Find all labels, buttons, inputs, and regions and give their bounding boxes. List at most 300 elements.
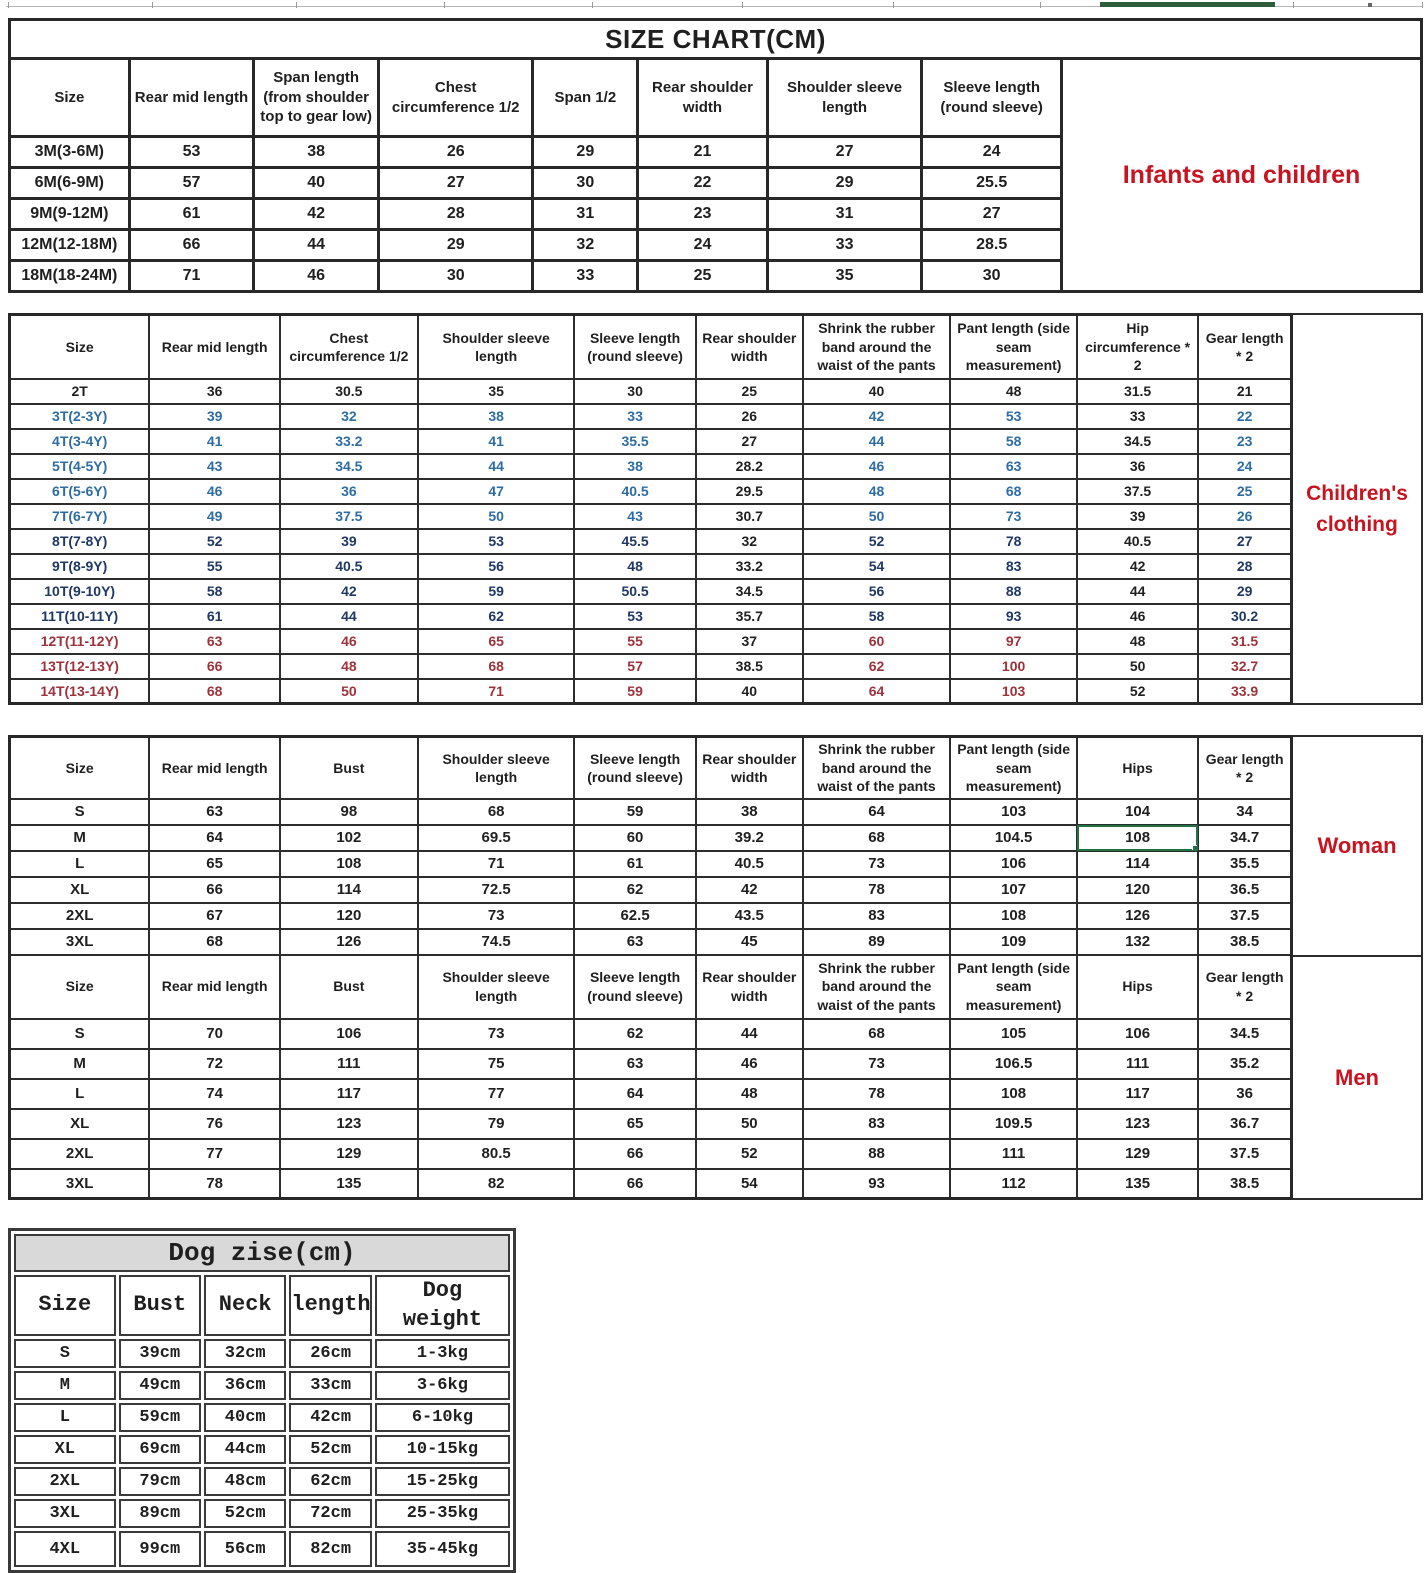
value-cell: 82 [418,1169,575,1199]
value-cell: 54 [696,1169,803,1199]
value-cell: 42cm [289,1403,371,1432]
value-cell: 48 [696,1079,803,1109]
size-cell: 14T(13-14Y) [10,679,150,704]
value-cell: 61 [574,851,695,877]
adults-size-table-header-row [10,737,1292,799]
value-cell: 35 [767,261,922,292]
value-cell: 64 [803,799,950,825]
value-cell: 26 [378,137,533,168]
value-cell: 29 [1198,579,1291,604]
value-cell: 50 [696,1109,803,1139]
value-cell: 109.5 [950,1109,1077,1139]
size-cell: 3T(2-3Y) [10,404,150,429]
table-row [10,479,1292,504]
size-cell: M [14,1371,116,1400]
header-cell: Rear mid length [149,315,280,379]
value-cell: 67 [149,903,280,929]
header-cell: Sleeve length (round sleeve) [922,59,1062,137]
value-cell: 120 [280,903,418,929]
value-cell: 129 [280,1139,418,1169]
table-row [14,1499,510,1528]
value-cell: 49cm [119,1371,201,1400]
value-cell: 83 [803,1109,950,1139]
value-cell: 32cm [204,1339,286,1368]
table-row [10,429,1292,454]
value-cell: 36.5 [1198,877,1291,903]
value-cell: 23 [1198,429,1291,454]
dog-size-table-title: Dog zise(cm) [14,1234,510,1272]
header-cell: length [289,1275,371,1336]
value-cell: 32 [696,529,803,554]
size-cell: S [10,799,150,825]
value-cell: 114 [1077,851,1198,877]
table-row [14,1435,510,1464]
value-cell: 40.5 [574,479,695,504]
value-cell: 111 [950,1139,1077,1169]
value-cell: 34.5 [1198,1019,1291,1049]
table-row [10,404,1292,429]
value-cell: 38 [254,137,379,168]
table-row [10,629,1292,654]
value-cell: 24 [922,137,1062,168]
value-cell: 111 [280,1049,418,1079]
value-cell: 38.5 [1198,929,1291,955]
header-cell: Size [14,1275,116,1336]
value-cell: 59 [574,799,695,825]
value-cell: 42 [280,579,418,604]
value-cell: 73 [418,1019,575,1049]
header-cell: Rear mid length [149,955,280,1019]
value-cell: 35.5 [1198,851,1291,877]
value-cell: 82cm [289,1531,371,1567]
value-cell: 31.5 [1077,379,1198,404]
value-cell: 48 [950,379,1077,404]
value-cell: 44 [418,454,575,479]
value-cell: 104 [1077,799,1198,825]
value-cell: 132 [1077,929,1198,955]
value-cell: 32.7 [1198,654,1291,679]
value-cell: 45 [696,929,803,955]
header-cell: Rear shoulder width [696,315,803,379]
value-cell: 29 [378,230,533,261]
value-cell: 103 [950,679,1077,704]
header-cell: Pant length (side seam measurement) [950,955,1077,1019]
value-cell: 38 [696,799,803,825]
value-cell: 27 [696,429,803,454]
infants-side-label: Infants and children [1063,57,1423,293]
value-cell: 123 [1077,1109,1198,1139]
value-cell: 106 [1077,1019,1198,1049]
value-cell: 21 [638,137,768,168]
table-row [14,1403,510,1432]
value-cell: 50 [803,504,950,529]
value-cell: 40.5 [696,851,803,877]
value-cell: 88 [950,579,1077,604]
children-section [8,313,1423,705]
adults-size-table [8,735,1293,1200]
value-cell: 40 [696,679,803,704]
value-cell: 46 [280,629,418,654]
value-cell: 42 [696,877,803,903]
value-cell: 61 [129,199,254,230]
size-cell: 3M(3-6M) [10,137,130,168]
value-cell: 66 [574,1139,695,1169]
size-cell: L [10,1079,150,1109]
value-cell: 24 [1198,454,1291,479]
size-cell: 9T(8-9Y) [10,554,150,579]
value-cell: 68 [149,679,280,704]
value-cell: 44 [254,230,379,261]
value-cell: 26 [696,404,803,429]
size-cell: 5T(4-5Y) [10,454,150,479]
value-cell: 103 [950,799,1077,825]
value-cell: 76 [149,1109,280,1139]
value-cell: 37.5 [1198,903,1291,929]
header-cell: Shoulder sleeve length [767,59,922,137]
infants-table-mount [8,57,1063,293]
value-cell: 39 [149,404,280,429]
table-row [10,454,1292,479]
value-cell: 36 [149,379,280,404]
value-cell: 36 [1077,454,1198,479]
value-cell: 30 [574,379,695,404]
value-cell: 36cm [204,1371,286,1400]
header-cell: Shoulder sleeve length [418,737,575,799]
size-cell: M [10,825,150,851]
value-cell: 72.5 [418,877,575,903]
value-cell: 30 [922,261,1062,292]
value-cell: 21 [1198,379,1291,404]
value-cell: 33.2 [696,554,803,579]
value-cell: 52 [1077,679,1198,704]
table-row [10,579,1292,604]
table-row [10,1109,1292,1139]
value-cell: 35-45kg [375,1531,510,1567]
table-row [10,825,1292,851]
size-cell: L [10,851,150,877]
header-cell: Sleeve length (round sleeve) [574,737,695,799]
value-cell: 29 [533,137,638,168]
value-cell: 39.2 [696,825,803,851]
value-cell: 105 [950,1019,1077,1049]
value-cell: 53 [129,137,254,168]
header-cell: Gear length * 2 [1198,955,1291,1019]
value-cell: 111 [1077,1049,1198,1079]
value-cell: 98 [280,799,418,825]
value-cell: 38.5 [1198,1169,1291,1199]
selection-column-highlight [1100,2,1275,7]
table-row [10,379,1292,404]
value-cell: 28.2 [696,454,803,479]
value-cell: 40.5 [1077,529,1198,554]
table-row [10,799,1292,825]
adults-table-mount [8,735,1293,1200]
table-row [14,1531,510,1567]
size-cell: 10T(9-10Y) [10,579,150,604]
table-row [10,1019,1292,1049]
header-cell: Shoulder sleeve length [418,955,575,1019]
header-cell: Rear shoulder width [696,737,803,799]
value-cell: 71 [418,851,575,877]
value-cell: 30 [533,168,638,199]
header-cell: Rear mid length [129,59,254,137]
header-cell: Size [10,737,150,799]
header-cell: Gear length * 2 [1198,737,1291,799]
value-cell: 107 [950,877,1077,903]
value-cell: 68 [418,654,575,679]
children-size-table-header-row [10,315,1292,379]
header-cell: Neck [204,1275,286,1336]
value-cell: 52cm [204,1499,286,1528]
value-cell: 34.5 [280,454,418,479]
value-cell: 35.7 [696,604,803,629]
value-cell: 89cm [119,1499,201,1528]
value-cell: 59 [574,679,695,704]
size-cell: 6M(6-9M) [10,168,130,199]
value-cell: 79cm [119,1467,201,1496]
table-row [10,230,1062,261]
value-cell: 35.5 [574,429,695,454]
value-cell: 68 [803,825,950,851]
table-row [14,1371,510,1400]
value-cell: 102 [280,825,418,851]
selected-cell: 108 [1077,825,1198,851]
header-cell: Shrink the rubber band around the waist of the pants [803,315,950,379]
size-cell: 12T(11-12Y) [10,629,150,654]
size-cell: 4T(3-4Y) [10,429,150,454]
value-cell: 59 [418,579,575,604]
value-cell: 68 [418,799,575,825]
size-cell: 2XL [10,1139,150,1169]
value-cell: 65 [574,1109,695,1139]
value-cell: 33 [533,261,638,292]
value-cell: 106 [950,851,1077,877]
value-cell: 35 [418,379,575,404]
value-cell: 6-10kg [375,1403,510,1432]
header-cell: Chest circumference 1/2 [280,315,418,379]
value-cell: 108 [280,851,418,877]
size-cell: 18M(18-24M) [10,261,130,292]
value-cell: 50 [418,504,575,529]
header-cell: Dog weight [375,1275,510,1336]
value-cell: 104.5 [950,825,1077,851]
value-cell: 46 [254,261,379,292]
header-cell: Shoulder sleeve length [418,315,575,379]
value-cell: 36 [280,479,418,504]
header-cell: Sleeve length (round sleeve) [574,955,695,1019]
value-cell: 44 [696,1019,803,1049]
value-cell: 48 [803,479,950,504]
table-row [10,1049,1292,1079]
value-cell: 37.5 [1198,1139,1291,1169]
value-cell: 15-25kg [375,1467,510,1496]
dog-size-table-title-row [14,1234,510,1272]
value-cell: 74 [149,1079,280,1109]
header-cell: Hips [1077,737,1198,799]
value-cell: 66 [574,1169,695,1199]
value-cell: 43 [149,454,280,479]
value-cell: 50.5 [574,579,695,604]
value-cell: 70 [149,1019,280,1049]
value-cell: 48 [1077,629,1198,654]
value-cell: 53 [950,404,1077,429]
value-cell: 40.5 [280,554,418,579]
size-cell: 7T(6-7Y) [10,504,150,529]
header-cell: Chest circumference 1/2 [378,59,533,137]
header-cell: Gear length * 2 [1198,315,1291,379]
value-cell: 58 [149,579,280,604]
value-cell: 32 [280,404,418,429]
value-cell: 33 [767,230,922,261]
value-cell: 29.5 [696,479,803,504]
value-cell: 65 [149,851,280,877]
value-cell: 42 [803,404,950,429]
value-cell: 55 [149,554,280,579]
value-cell: 40cm [204,1403,286,1432]
value-cell: 72cm [289,1499,371,1528]
value-cell: 109 [950,929,1077,955]
value-cell: 126 [1077,903,1198,929]
value-cell: 71 [129,261,254,292]
value-cell: 42 [254,199,379,230]
value-cell: 68 [950,479,1077,504]
value-cell: 106 [280,1019,418,1049]
value-cell: 64 [149,825,280,851]
table-row [10,168,1062,199]
value-cell: 34 [1198,799,1291,825]
value-cell: 135 [1077,1169,1198,1199]
value-cell: 27 [767,137,922,168]
value-cell: 53 [574,604,695,629]
value-cell: 38 [418,404,575,429]
value-cell: 69.5 [418,825,575,851]
header-cell: Bust [280,955,418,1019]
header-cell: Hips [1077,955,1198,1019]
value-cell: 117 [1077,1079,1198,1109]
value-cell: 34.7 [1198,825,1291,851]
value-cell: 25-35kg [375,1499,510,1528]
header-cell: Rear shoulder width [696,955,803,1019]
value-cell: 59cm [119,1403,201,1432]
value-cell: 68 [803,1019,950,1049]
header-cell: Span 1/2 [533,59,638,137]
value-cell: 61 [149,604,280,629]
table-row [14,1339,510,1368]
adults-size-table-header-row [10,955,1292,1019]
value-cell: 1-3kg [375,1339,510,1368]
value-cell: 62 [418,604,575,629]
value-cell: 44 [280,604,418,629]
value-cell: 52 [803,529,950,554]
value-cell: 62 [574,1019,695,1049]
header-cell: Size [10,955,150,1019]
grid-dot [1368,3,1372,7]
value-cell: 33.2 [280,429,418,454]
value-cell: 48 [280,654,418,679]
value-cell: 50 [1077,654,1198,679]
value-cell: 83 [950,554,1077,579]
table-row [10,1169,1292,1199]
value-cell: 108 [950,1079,1077,1109]
size-cell: L [14,1403,116,1432]
header-cell: Bust [280,737,418,799]
value-cell: 73 [803,851,950,877]
size-cell: 4XL [14,1531,116,1567]
value-cell: 88 [803,1139,950,1169]
value-cell: 63 [574,929,695,955]
value-cell: 64 [803,679,950,704]
dog-size-table [8,1228,516,1573]
value-cell: 29 [767,168,922,199]
table-row [10,199,1062,230]
value-cell: 25.5 [922,168,1062,199]
value-cell: 68 [149,929,280,955]
size-cell: 6T(5-6Y) [10,479,150,504]
size-chart-title: SIZE CHART(CM) [8,18,1423,57]
value-cell: 43 [574,504,695,529]
size-cell: 2T [10,379,150,404]
value-cell: 62.5 [574,903,695,929]
value-cell: 58 [803,604,950,629]
value-cell: 56 [418,554,575,579]
value-cell: 77 [149,1139,280,1169]
table-row [10,1139,1292,1169]
dog-table-mount [8,1228,516,1573]
value-cell: 34.5 [696,579,803,604]
value-cell: 28 [1198,554,1291,579]
value-cell: 117 [280,1079,418,1109]
value-cell: 93 [803,1169,950,1199]
header-cell: Pant length (side seam measurement) [950,737,1077,799]
header-cell: Hip circumference * 2 [1077,315,1198,379]
value-cell: 23 [638,199,768,230]
value-cell: 35.2 [1198,1049,1291,1079]
value-cell: 73 [950,504,1077,529]
value-cell: 25 [638,261,768,292]
header-cell: Size [10,59,130,137]
value-cell: 53 [418,529,575,554]
value-cell: 83 [803,903,950,929]
value-cell: 63 [149,629,280,654]
value-cell: 36 [1198,1079,1291,1109]
value-cell: 30.2 [1198,604,1291,629]
value-cell: 66 [129,230,254,261]
value-cell: 33cm [289,1371,371,1400]
value-cell: 22 [1198,404,1291,429]
value-cell: 106.5 [950,1049,1077,1079]
value-cell: 26 [1198,504,1291,529]
value-cell: 129 [1077,1139,1198,1169]
value-cell: 40 [254,168,379,199]
value-cell: 41 [418,429,575,454]
value-cell: 47 [418,479,575,504]
value-cell: 33 [1077,404,1198,429]
value-cell: 36.7 [1198,1109,1291,1139]
value-cell: 74.5 [418,929,575,955]
value-cell: 37.5 [280,504,418,529]
value-cell: 25 [1198,479,1291,504]
value-cell: 46 [1077,604,1198,629]
value-cell: 43.5 [696,903,803,929]
children-side-label: Children's clothing [1293,313,1423,705]
size-cell: 12M(12-18M) [10,230,130,261]
value-cell: 39 [1077,504,1198,529]
value-cell: 26cm [289,1339,371,1368]
woman-side-label: Woman [1293,735,1423,957]
value-cell: 73 [418,903,575,929]
value-cell: 75 [418,1049,575,1079]
value-cell: 44 [803,429,950,454]
